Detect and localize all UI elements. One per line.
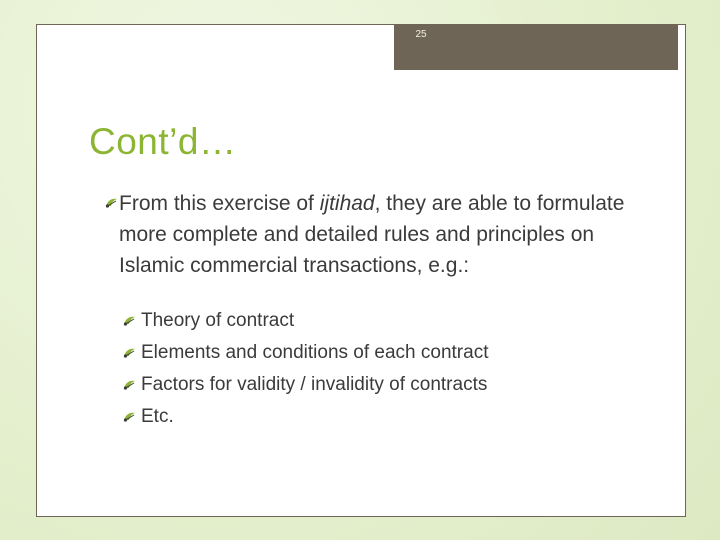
sub-bullet-text: Factors for validity / invalidity of contracts bbox=[141, 374, 488, 395]
ornament-bullet-icon bbox=[123, 380, 136, 390]
slide-frame bbox=[36, 24, 686, 517]
sub-bullet bbox=[141, 374, 661, 396]
slide-title: Cont’d… bbox=[89, 121, 237, 162]
main-bullet bbox=[119, 188, 639, 281]
sub-bullet-text: Elements and conditions of each contract bbox=[141, 342, 489, 363]
ornament-bullet-icon bbox=[123, 412, 136, 422]
sub-bullet bbox=[141, 406, 661, 428]
ornament-bullet-icon bbox=[105, 198, 118, 208]
page-number-tab bbox=[394, 25, 678, 70]
sub-bullet-text: Etc. bbox=[141, 406, 174, 427]
ornament-bullet-icon bbox=[123, 316, 136, 326]
sub-bullet-text: Theory of contract bbox=[141, 310, 295, 331]
main-bullet-suffix: , they are able to formulate more complete and detailed rules and principles on Islamic commercial transactions, e.g.: bbox=[119, 192, 625, 277]
main-bullet-emphasis: ijtihad bbox=[319, 192, 375, 215]
main-bullet-prefix: From this exercise of bbox=[119, 192, 320, 215]
sub-bullet bbox=[141, 310, 661, 332]
page-number: 25 bbox=[415, 29, 427, 40]
ornament-bullet-icon bbox=[123, 348, 136, 358]
sub-bullet bbox=[141, 342, 661, 364]
